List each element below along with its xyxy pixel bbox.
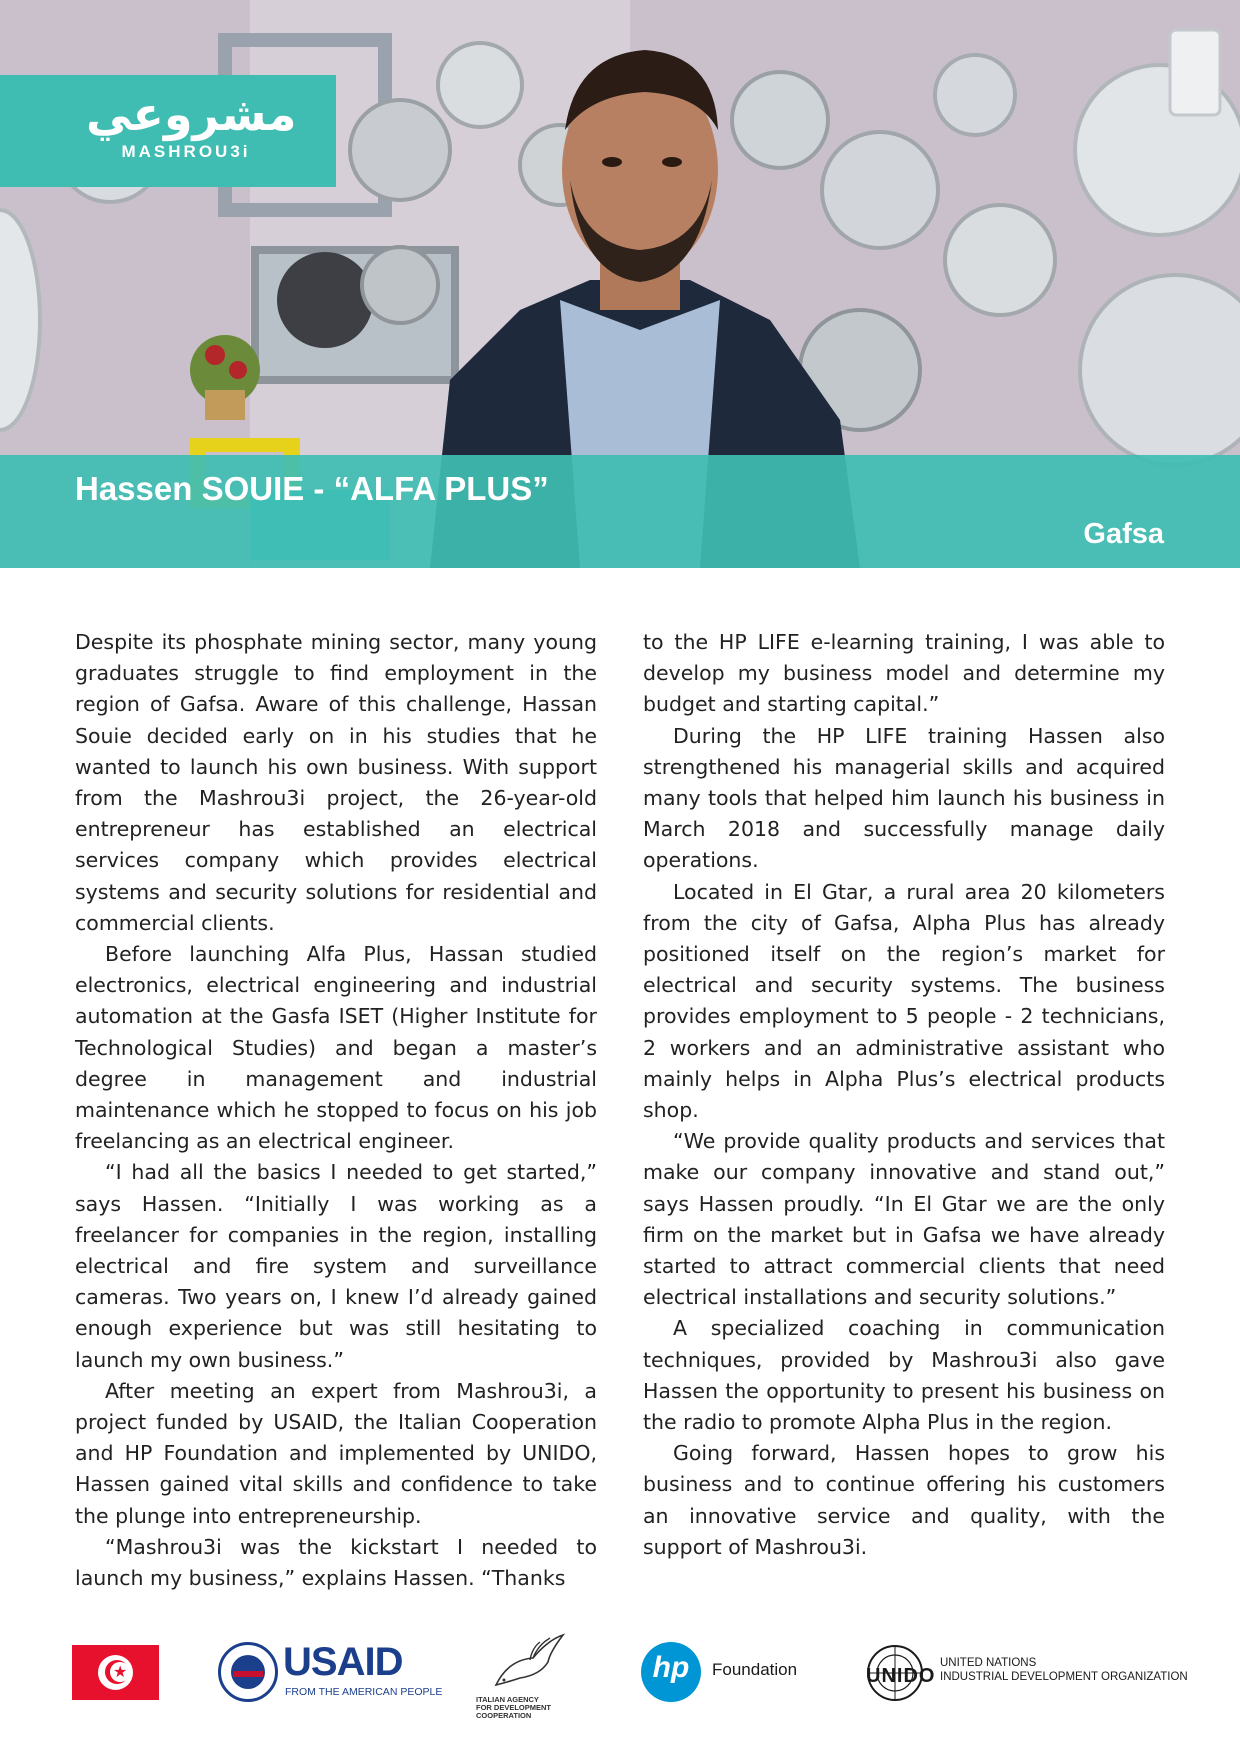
aics-line: FOR DEVELOPMENT xyxy=(476,1703,552,1712)
unido-name-text xyxy=(940,1656,1188,1684)
paragraph: Located in El Gtar, a rural area 20 kilometers from the city of Gafsa, Alpha Plus has already positioned itself on the region’s market for electrical and security systems. The business provides employment to 5 people - 2 technicians, 2 workers and an administrative assistant who mainly helps in Alpha Plus’s electrical products shop. xyxy=(643,879,1165,1123)
hp-foundation-text: Foundation xyxy=(712,1660,798,1679)
article-right-column xyxy=(643,627,1165,1563)
logo-arabic-text: مشروعي xyxy=(86,87,297,141)
paragraph: Going forward, Hassen hopes to grow his business and to continue offering his customers an innovative service and quality, with the support of Mashrou3i. xyxy=(643,1441,1165,1559)
unido-line: INDUSTRIAL DEVELOPMENT ORGANIZATION xyxy=(940,1671,1188,1683)
aics-dove-icon xyxy=(478,1630,568,1696)
hero-photo xyxy=(0,0,1240,568)
tunisia-flag-icon: ★ xyxy=(72,1645,159,1700)
paragraph: “We provide quality products and services that make our company innovative and stand out,” says Hassen proudly. “In El Gtar we are the only firm on the market but in Gafsa we have already started to attract commercial clients that need electrical installations and security solutions.” xyxy=(643,1129,1165,1310)
aics-line: COOPERATION xyxy=(476,1711,532,1720)
page-title: Hassen SOUIE - “ALFA PLUS” xyxy=(75,470,549,507)
usaid-logo-text: USAID xyxy=(283,1640,403,1684)
partner-logos xyxy=(0,1630,1240,1730)
aics-logo-text xyxy=(476,1696,571,1720)
paragraph: “I had all the basics I needed to get started,” says Hassen. “Initially I was working as a freelancer for companies in the region, installing electrical and fire system and surveillance cameras. Two years on, I knew I’d already gained enough experience but was still hesitating to launch my own business.” xyxy=(75,1160,597,1372)
aics-line: ITALIAN AGENCY xyxy=(476,1695,539,1704)
article-left-column xyxy=(75,627,597,1594)
paragraph: During the HP LIFE training Hassen also strengthened his managerial skills and acquired many tools that helped him launch his business in March 2018 and successfully manage daily operations. xyxy=(643,723,1165,873)
usaid-tagline: FROM THE AMERICAN PEOPLE xyxy=(285,1686,443,1698)
location-label: Gafsa xyxy=(1083,518,1164,550)
unido-logo-text: UNIDO xyxy=(866,1665,936,1687)
hp-logo-mark: hp xyxy=(652,1651,690,1684)
paragraph: Before launching Alfa Plus, Hassan studied electronics, electrical engineering and industrial automation at the Gasfa ISET (Higher Institute for Technological Studies) and began a master’s degree in management and industrial maintenance which he stopped to focus on his job freelancing as an electrical engineer. xyxy=(75,942,597,1154)
usaid-seal-icon xyxy=(218,1642,278,1702)
unido-line: UNITED NATIONS xyxy=(940,1657,1037,1669)
paragraph: “Mashrou3i was the kickstart I needed to launch my business,” explains Hassen. “Thanks xyxy=(75,1534,597,1591)
paragraph: Despite its phosphate mining sector, many young graduates struggle to find employment in the region of Gafsa. Aware of this challenge, Hassan Souie decided early on in his studies that he wanted to launch his own business. With support from the Mashrou3i project, the 26-year-old entrepreneur has established an electrical services company which provides electrical systems and security solutions for residential and commercial clients. xyxy=(75,630,597,935)
logo-latin-text: MASHROU3i xyxy=(121,142,251,161)
paragraph: A specialized coaching in communication techniques, provided by Mashrou3i also gave Hassen the opportunity to present his business on the radio to promote Alpha Plus in the region. xyxy=(643,1316,1165,1435)
paragraph: After meeting an expert from Mashrou3i, a project funded by USAID, the Italian Cooperation and HP Foundation and implemented by UNIDO, Hassen gained vital skills and confidence to take the plunge into entrepreneurship. xyxy=(75,1378,597,1528)
paragraph: to the HP LIFE e-learning training, I was able to develop my business model and determine my budget and starting capital.” xyxy=(643,630,1165,717)
